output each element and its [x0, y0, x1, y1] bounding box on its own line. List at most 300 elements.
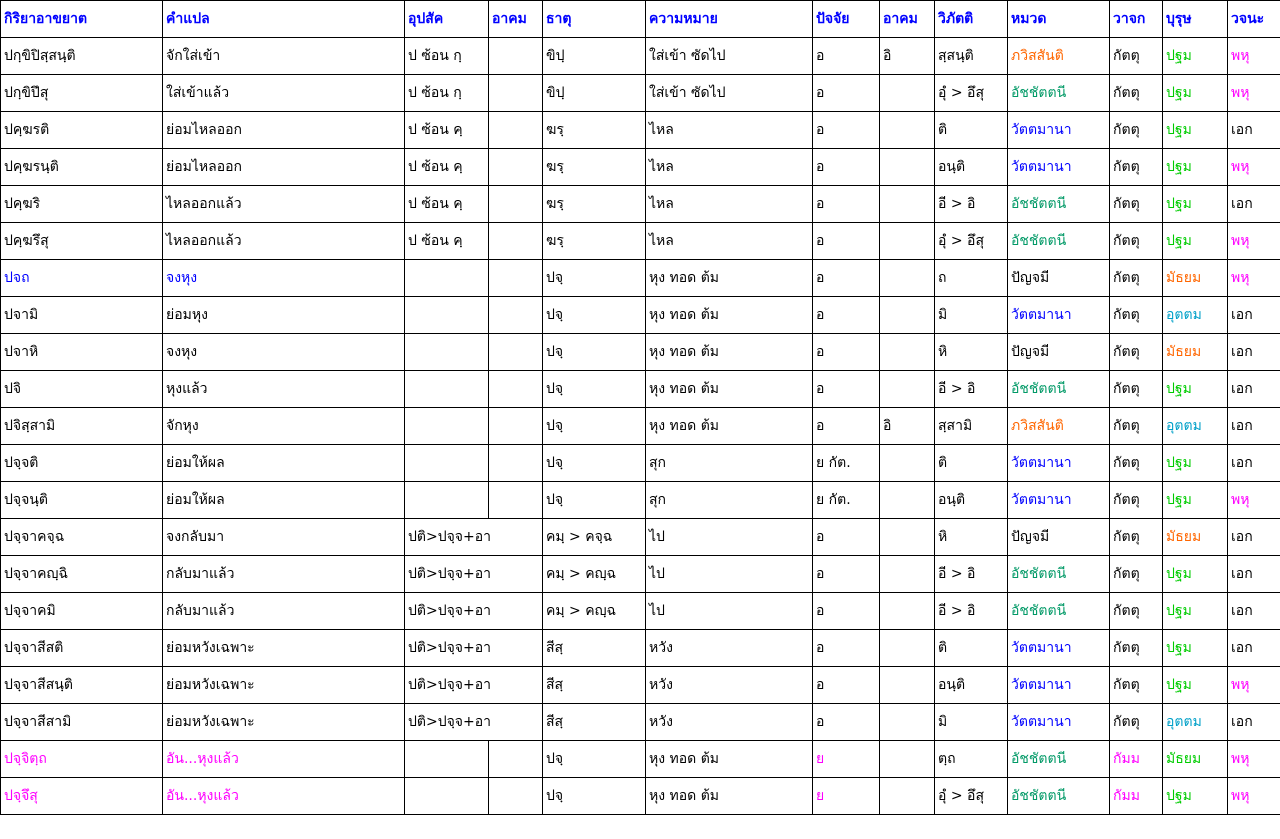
person-cell: ปฐม: [1163, 445, 1228, 482]
meaning-cell: ย่อมไหลออก: [163, 112, 405, 149]
vibhatti-cell: อุํ > อึสุ: [935, 223, 1008, 260]
table-row: [1, 445, 1280, 482]
root-meaning-cell: ไป: [646, 593, 813, 630]
root-cell: ปจฺ: [543, 371, 646, 408]
prefix-cell: ป ซ้อน คฺ: [405, 149, 489, 186]
person-cell: ปฐม: [1163, 667, 1228, 704]
voice-cell: กัตตุ: [1110, 630, 1163, 667]
voice-cell: กัตตุ: [1110, 704, 1163, 741]
root-cell: ปจฺ: [543, 741, 646, 778]
table-row: [1, 741, 1280, 778]
number-cell: พหุ: [1228, 667, 1280, 704]
agama-cell: [489, 741, 543, 778]
vibhatti-cell: มิ: [935, 297, 1008, 334]
root-cell: คมฺ > คญฺฉ: [543, 556, 646, 593]
voice-cell: กัตตุ: [1110, 371, 1163, 408]
group-cell: อัชชัตตนี: [1008, 556, 1110, 593]
group-cell: วัตตมานา: [1008, 630, 1110, 667]
suffix-cell: อ: [813, 75, 880, 112]
person-cell: ปฐม: [1163, 186, 1228, 223]
suffix-cell: อ: [813, 408, 880, 445]
person-cell: อุตตม: [1163, 704, 1228, 741]
number-cell: เอก: [1228, 112, 1280, 149]
number-cell: เอก: [1228, 704, 1280, 741]
number-cell: พหุ: [1228, 223, 1280, 260]
agama-cell: [489, 408, 543, 445]
number-cell: เอก: [1228, 186, 1280, 223]
root-meaning-cell: หุง ทอด ต้ม: [646, 297, 813, 334]
table-row: [1, 223, 1280, 260]
suffix-cell: ย กัต.: [813, 445, 880, 482]
table-row: [1, 297, 1280, 334]
table-row: [1, 519, 1280, 556]
agama-cell: [489, 445, 543, 482]
verb-cell: ปจถ: [1, 260, 163, 297]
agama2-cell: [880, 704, 935, 741]
vibhatti-cell: สฺสนฺติ: [935, 38, 1008, 75]
root-meaning-cell: สุก: [646, 445, 813, 482]
verb-cell: ปจฺจติ: [1, 445, 163, 482]
prefix-cell: ป ซ้อน กฺ: [405, 38, 489, 75]
voice-cell: กัตตุ: [1110, 75, 1163, 112]
prefix-cell: [405, 741, 489, 778]
voice-cell: กัตตุ: [1110, 186, 1163, 223]
header-prefix: อุปสัค: [405, 1, 489, 38]
root-meaning-cell: หุง ทอด ต้ม: [646, 408, 813, 445]
voice-cell: กัมม: [1110, 778, 1163, 815]
agama2-cell: [880, 223, 935, 260]
agama2-cell: [880, 445, 935, 482]
agama2-cell: [880, 667, 935, 704]
group-cell: วัตตมานา: [1008, 667, 1110, 704]
verb-cell: ปจฺจาคจฺฉ: [1, 519, 163, 556]
agama-cell: [489, 112, 543, 149]
voice-cell: กัตตุ: [1110, 112, 1163, 149]
root-cell: คมฺ > คญฺฉ: [543, 593, 646, 630]
prefix-span-cell: ปติ>ปจฺจ+อา: [405, 630, 543, 667]
prefix-cell: [405, 297, 489, 334]
meaning-cell: จงกลับมา: [163, 519, 405, 556]
prefix-span-cell: ปติ>ปจฺจ+อา: [405, 556, 543, 593]
table-row: [1, 704, 1280, 741]
number-cell: พหุ: [1228, 38, 1280, 75]
suffix-cell: อ: [813, 667, 880, 704]
group-cell: อัชชัตตนี: [1008, 371, 1110, 408]
number-cell: เอก: [1228, 371, 1280, 408]
agama-cell: [489, 334, 543, 371]
table-row: [1, 667, 1280, 704]
agama2-cell: [880, 482, 935, 519]
root-cell: คมฺ > คจฺฉ: [543, 519, 646, 556]
group-cell: ปัญจมี: [1008, 260, 1110, 297]
agama2-cell: [880, 297, 935, 334]
voice-cell: กัตตุ: [1110, 334, 1163, 371]
prefix-cell: ป ซ้อน กฺ: [405, 75, 489, 112]
table-row: [1, 112, 1280, 149]
root-cell: สีสฺ: [543, 704, 646, 741]
meaning-cell: กลับมาแล้ว: [163, 593, 405, 630]
agama-cell: [489, 223, 543, 260]
group-cell: อัชชัตตนี: [1008, 223, 1110, 260]
meaning-cell: ใส่เข้าแล้ว: [163, 75, 405, 112]
vibhatti-cell: อนฺติ: [935, 482, 1008, 519]
number-cell: เอก: [1228, 519, 1280, 556]
header-agama-2: อาคม: [880, 1, 935, 38]
table-row: [1, 38, 1280, 75]
voice-cell: กัตตุ: [1110, 408, 1163, 445]
group-cell: วัตตมานา: [1008, 149, 1110, 186]
header-suffix: ปัจจัย: [813, 1, 880, 38]
suffix-cell: อ: [813, 149, 880, 186]
root-meaning-cell: หุง ทอด ต้ม: [646, 260, 813, 297]
group-cell: วัตตมานา: [1008, 297, 1110, 334]
table-row: [1, 334, 1280, 371]
root-cell: ปจฺ: [543, 482, 646, 519]
header-group: หมวด: [1008, 1, 1110, 38]
meaning-cell: ย่อมหุง: [163, 297, 405, 334]
vibhatti-cell: อุํ > อึสุ: [935, 75, 1008, 112]
voice-cell: กัตตุ: [1110, 260, 1163, 297]
number-cell: เอก: [1228, 593, 1280, 630]
root-meaning-cell: หุง ทอด ต้ม: [646, 741, 813, 778]
person-cell: มัธยม: [1163, 741, 1228, 778]
root-meaning-cell: ไหล: [646, 112, 813, 149]
meaning-cell: ย่อมให้ผล: [163, 482, 405, 519]
verb-cell: ปจิสฺสามิ: [1, 408, 163, 445]
number-cell: พหุ: [1228, 741, 1280, 778]
suffix-cell: ย: [813, 741, 880, 778]
root-cell: ฆรฺ: [543, 149, 646, 186]
group-cell: อัชชัตตนี: [1008, 593, 1110, 630]
verb-cell: ปจฺจาคญฺฉิ: [1, 556, 163, 593]
agama2-cell: [880, 630, 935, 667]
group-cell: วัตตมานา: [1008, 445, 1110, 482]
group-cell: อัชชัตตนี: [1008, 741, 1110, 778]
header-verb: กิริยาอาขยาต: [1, 1, 163, 38]
number-cell: เอก: [1228, 408, 1280, 445]
root-cell: ฆรฺ: [543, 186, 646, 223]
root-cell: ปจฺ: [543, 334, 646, 371]
agama-cell: [489, 482, 543, 519]
root-cell: ปจฺ: [543, 260, 646, 297]
person-cell: ปฐม: [1163, 556, 1228, 593]
meaning-cell: กลับมาแล้ว: [163, 556, 405, 593]
table-row: [1, 149, 1280, 186]
root-cell: ปจฺ: [543, 297, 646, 334]
root-cell: ขิปฺ: [543, 75, 646, 112]
agama2-cell: [880, 334, 935, 371]
person-cell: ปฐม: [1163, 371, 1228, 408]
root-meaning-cell: ไหล: [646, 149, 813, 186]
number-cell: เอก: [1228, 630, 1280, 667]
person-cell: ปฐม: [1163, 593, 1228, 630]
agama2-cell: [880, 149, 935, 186]
voice-cell: กัตตุ: [1110, 223, 1163, 260]
suffix-cell: อ: [813, 334, 880, 371]
prefix-cell: [405, 334, 489, 371]
verb-cell: ปคฺฆริ: [1, 186, 163, 223]
person-cell: มัธยม: [1163, 334, 1228, 371]
root-meaning-cell: หุง ทอด ต้ม: [646, 334, 813, 371]
vibhatti-cell: มิ: [935, 704, 1008, 741]
meaning-cell: ย่อมไหลออก: [163, 149, 405, 186]
suffix-cell: อ: [813, 223, 880, 260]
prefix-cell: [405, 408, 489, 445]
agama-cell: [489, 297, 543, 334]
meaning-cell: ไหลออกแล้ว: [163, 186, 405, 223]
verb-cell: ปคฺฆรติ: [1, 112, 163, 149]
vibhatti-cell: ติ: [935, 445, 1008, 482]
group-cell: ภวิสสันติ: [1008, 408, 1110, 445]
voice-cell: กัตตุ: [1110, 482, 1163, 519]
agama2-cell: [880, 112, 935, 149]
root-cell: ขิปฺ: [543, 38, 646, 75]
verb-cell: ปจฺจาสีสนฺติ: [1, 667, 163, 704]
agama-cell: [489, 186, 543, 223]
root-cell: ฆรฺ: [543, 112, 646, 149]
voice-cell: กัตตุ: [1110, 297, 1163, 334]
root-meaning-cell: ไป: [646, 556, 813, 593]
suffix-cell: อ: [813, 112, 880, 149]
agama2-cell: อิ: [880, 38, 935, 75]
root-meaning-cell: ไป: [646, 519, 813, 556]
vibhatti-cell: ติ: [935, 112, 1008, 149]
person-cell: ปฐม: [1163, 38, 1228, 75]
verb-cell: ปจาหิ: [1, 334, 163, 371]
root-cell: สีสฺ: [543, 630, 646, 667]
table-row: [1, 260, 1280, 297]
agama2-cell: [880, 741, 935, 778]
prefix-span-cell: ปติ>ปจฺจ+อา: [405, 519, 543, 556]
person-cell: มัธยม: [1163, 260, 1228, 297]
root-meaning-cell: หวัง: [646, 704, 813, 741]
header-person: บุรุษ: [1163, 1, 1228, 38]
agama-cell: [489, 75, 543, 112]
group-cell: อัชชัตตนี: [1008, 75, 1110, 112]
agama-cell: [489, 149, 543, 186]
verb-cell: ปจฺจนฺติ: [1, 482, 163, 519]
group-cell: ปัญจมี: [1008, 519, 1110, 556]
person-cell: ปฐม: [1163, 482, 1228, 519]
agama2-cell: [880, 186, 935, 223]
person-cell: ปฐม: [1163, 75, 1228, 112]
root-meaning-cell: สุก: [646, 482, 813, 519]
header-number: วจนะ: [1228, 1, 1280, 38]
verb-cell: ปคฺฆรึสุ: [1, 223, 163, 260]
vibhatti-cell: หิ: [935, 334, 1008, 371]
table-row: [1, 593, 1280, 630]
prefix-cell: ป ซ้อน คฺ: [405, 223, 489, 260]
vibhatti-cell: สฺสามิ: [935, 408, 1008, 445]
vibhatti-cell: อนฺติ: [935, 667, 1008, 704]
group-cell: อัชชัตตนี: [1008, 186, 1110, 223]
table-row: [1, 75, 1280, 112]
header-meaning: คำแปล: [163, 1, 405, 38]
person-cell: ปฐม: [1163, 630, 1228, 667]
suffix-cell: อ: [813, 260, 880, 297]
verb-cell: ปกฺขิปิสฺสนฺติ: [1, 38, 163, 75]
agama2-cell: [880, 556, 935, 593]
agama2-cell: [880, 778, 935, 815]
root-meaning-cell: ใส่เข้า ซัดไป: [646, 38, 813, 75]
agama2-cell: [880, 519, 935, 556]
voice-cell: กัตตุ: [1110, 149, 1163, 186]
table-row: [1, 778, 1280, 815]
vibhatti-cell: หิ: [935, 519, 1008, 556]
group-cell: วัตตมานา: [1008, 704, 1110, 741]
group-cell: วัตตมานา: [1008, 482, 1110, 519]
prefix-cell: ป ซ้อน คฺ: [405, 112, 489, 149]
root-cell: ฆรฺ: [543, 223, 646, 260]
header-vibhatti: วิภัตติ: [935, 1, 1008, 38]
meaning-cell: ย่อมให้ผล: [163, 445, 405, 482]
vibhatti-cell: อี > อิ: [935, 556, 1008, 593]
root-meaning-cell: ใส่เข้า ซัดไป: [646, 75, 813, 112]
agama2-cell: [880, 371, 935, 408]
table-row: [1, 408, 1280, 445]
root-meaning-cell: ไหล: [646, 186, 813, 223]
meaning-cell: อัน...หุงแล้ว: [163, 741, 405, 778]
verb-cell: ปกฺขิปึสุ: [1, 75, 163, 112]
header-root-meaning: ความหมาย: [646, 1, 813, 38]
person-cell: ปฐม: [1163, 149, 1228, 186]
prefix-span-cell: ปติ>ปจฺจ+อา: [405, 704, 543, 741]
prefix-cell: [405, 445, 489, 482]
root-meaning-cell: หุง ทอด ต้ม: [646, 778, 813, 815]
number-cell: พหุ: [1228, 482, 1280, 519]
header-agama: อาคม: [489, 1, 543, 38]
agama-cell: [489, 38, 543, 75]
agama2-cell: อิ: [880, 408, 935, 445]
root-cell: ปจฺ: [543, 778, 646, 815]
meaning-cell: อัน...หุงแล้ว: [163, 778, 405, 815]
verb-cell: ปจามิ: [1, 297, 163, 334]
table-body: [1, 38, 1280, 815]
vibhatti-cell: อุํ > อึสุ: [935, 778, 1008, 815]
vibhatti-cell: อนฺติ: [935, 149, 1008, 186]
suffix-cell: ย กัต.: [813, 482, 880, 519]
verb-cell: ปจฺจาคมิ: [1, 593, 163, 630]
meaning-cell: ไหลออกแล้ว: [163, 223, 405, 260]
table-row: [1, 556, 1280, 593]
vibhatti-cell: ตฺถ: [935, 741, 1008, 778]
meaning-cell: จักหุง: [163, 408, 405, 445]
meaning-cell: ย่อมหวังเฉพาะ: [163, 667, 405, 704]
agama2-cell: [880, 593, 935, 630]
suffix-cell: อ: [813, 297, 880, 334]
agama2-cell: [880, 260, 935, 297]
verb-cell: ปจฺจาสีสามิ: [1, 704, 163, 741]
agama-cell: [489, 260, 543, 297]
person-cell: ปฐม: [1163, 778, 1228, 815]
group-cell: ปัญจมี: [1008, 334, 1110, 371]
prefix-cell: [405, 371, 489, 408]
suffix-cell: อ: [813, 519, 880, 556]
suffix-cell: อ: [813, 186, 880, 223]
number-cell: พหุ: [1228, 149, 1280, 186]
prefix-cell: [405, 482, 489, 519]
prefix-cell: ป ซ้อน คฺ: [405, 186, 489, 223]
prefix-cell: [405, 778, 489, 815]
suffix-cell: อ: [813, 630, 880, 667]
suffix-cell: อ: [813, 371, 880, 408]
number-cell: พหุ: [1228, 778, 1280, 815]
number-cell: พหุ: [1228, 260, 1280, 297]
number-cell: เอก: [1228, 334, 1280, 371]
prefix-span-cell: ปติ>ปจฺจ+อา: [405, 667, 543, 704]
person-cell: ปฐม: [1163, 112, 1228, 149]
root-cell: ปจฺ: [543, 445, 646, 482]
root-meaning-cell: ไหล: [646, 223, 813, 260]
voice-cell: กัตตุ: [1110, 593, 1163, 630]
root-meaning-cell: หวัง: [646, 630, 813, 667]
suffix-cell: อ: [813, 556, 880, 593]
header-root: ธาตุ: [543, 1, 646, 38]
suffix-cell: อ: [813, 593, 880, 630]
header-voice: วาจก: [1110, 1, 1163, 38]
agama-cell: [489, 778, 543, 815]
number-cell: เอก: [1228, 556, 1280, 593]
person-cell: อุตตม: [1163, 408, 1228, 445]
table-row: [1, 186, 1280, 223]
vibhatti-cell: อี > อิ: [935, 186, 1008, 223]
root-cell: สีสฺ: [543, 667, 646, 704]
meaning-cell: จงหุง: [163, 334, 405, 371]
root-meaning-cell: หวัง: [646, 667, 813, 704]
voice-cell: กัตตุ: [1110, 38, 1163, 75]
number-cell: เอก: [1228, 297, 1280, 334]
voice-cell: กัตตุ: [1110, 556, 1163, 593]
number-cell: พหุ: [1228, 75, 1280, 112]
verb-cell: ปจิ: [1, 371, 163, 408]
verb-cell: ปจฺจาสีสติ: [1, 630, 163, 667]
table-row: [1, 371, 1280, 408]
suffix-cell: ย: [813, 778, 880, 815]
prefix-span-cell: ปติ>ปจฺจ+อา: [405, 593, 543, 630]
root-cell: ปจฺ: [543, 408, 646, 445]
meaning-cell: หุงแล้ว: [163, 371, 405, 408]
prefix-cell: [405, 260, 489, 297]
voice-cell: กัตตุ: [1110, 445, 1163, 482]
vibhatti-cell: อี > อิ: [935, 593, 1008, 630]
person-cell: ปฐม: [1163, 223, 1228, 260]
agama-cell: [489, 371, 543, 408]
vibhatti-cell: อี > อิ: [935, 371, 1008, 408]
table-row: [1, 482, 1280, 519]
group-cell: วัตตมานา: [1008, 112, 1110, 149]
group-cell: อัชชัตตนี: [1008, 778, 1110, 815]
meaning-cell: จงหุง: [163, 260, 405, 297]
header-row: [1, 1, 1280, 38]
suffix-cell: อ: [813, 38, 880, 75]
person-cell: อุตตม: [1163, 297, 1228, 334]
voice-cell: กัตตุ: [1110, 667, 1163, 704]
number-cell: เอก: [1228, 445, 1280, 482]
voice-cell: กัตตุ: [1110, 519, 1163, 556]
suffix-cell: อ: [813, 704, 880, 741]
vibhatti-cell: ถ: [935, 260, 1008, 297]
meaning-cell: ย่อมหวังเฉพาะ: [163, 630, 405, 667]
group-cell: ภวิสสันติ: [1008, 38, 1110, 75]
agama2-cell: [880, 75, 935, 112]
meaning-cell: ย่อมหวังเฉพาะ: [163, 704, 405, 741]
person-cell: มัธยม: [1163, 519, 1228, 556]
table-row: [1, 630, 1280, 667]
voice-cell: กัมม: [1110, 741, 1163, 778]
verb-cell: ปจฺจิตฺถ: [1, 741, 163, 778]
root-meaning-cell: หุง ทอด ต้ม: [646, 371, 813, 408]
verb-cell: ปคฺฆรนฺติ: [1, 149, 163, 186]
